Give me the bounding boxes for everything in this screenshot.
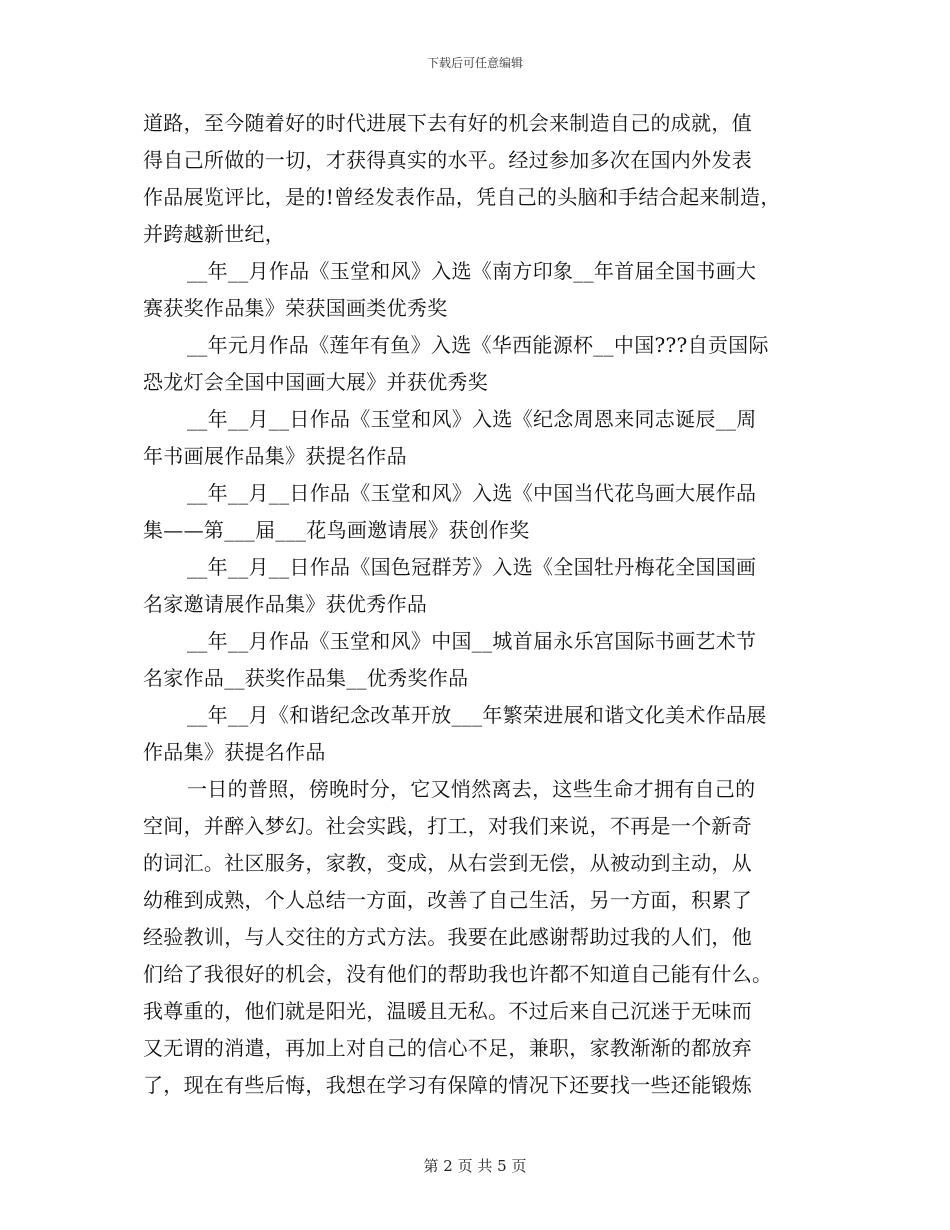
page-header: 下载后可任意编辑 [426, 56, 523, 70]
text-line: 一日的普照，傍晚时分，它又悄然离去，这些生命才拥有自己的 [187, 777, 756, 801]
text-line: 年书画展作品集》获提名作品 [143, 444, 407, 468]
text-line: 们给了我很好的机会，没有他们的帮助我也许都不知道自己能有什么。 [143, 962, 773, 986]
text-line: 名家作品__获奖作品集__优秀奖作品 [143, 666, 469, 690]
text-line: 空间，并醉入梦幻。社会实践，打工，对我们来说，不再是一个新奇 [143, 814, 752, 838]
text-line: 并跨越新世纪， [143, 222, 286, 246]
text-line: 赛获奖作品集》荣获国画类优秀奖 [143, 296, 448, 320]
text-line: __年元月作品《莲年有鱼》入选《华西能源杯__中国???自贡国际 [187, 333, 769, 357]
text-line: 得自己所做的一切，才获得真实的水平。经过参加多次在国内外发表 [143, 148, 752, 172]
text-line: 的词汇。社区服务，家教，变成，从右尝到无偿，从被动到主动，从 [143, 851, 752, 875]
text-line: 道路，至今随着好的时代进展下去有好的机会来制造自己的成就，值 [143, 111, 752, 135]
text-line: 作品展览评比，是的!曾经发表作品，凭自己的头脑和手结合起来制造， [143, 185, 781, 209]
text-line: 名家邀请展作品集》获优秀作品 [143, 592, 428, 616]
text-line: 作品集》获提名作品 [143, 740, 326, 764]
document-body [143, 105, 823, 1104]
text-line: 经验教训，与人交往的方式方法。我要在此感谢帮助过我的人们，他 [143, 925, 752, 949]
text-line: __年__月__日作品《国色冠群芳》入选《全国牡丹梅花全国国画 [187, 555, 757, 579]
text-line: 我尊重的，他们就是阳光，温暖且无私。不过后来自己沉迷于无味而 [143, 999, 752, 1023]
text-line: 了，现在有些后悔，我想在学习有保障的情况下还要找一些还能锻炼 [143, 1073, 752, 1097]
text-line: __年__月__日作品《玉堂和风》入选《中国当代花鸟画大展作品 [187, 481, 757, 505]
text-line: __年__月作品《玉堂和风》中国__城首届永乐宫国际书画艺术节 [187, 629, 757, 653]
text-line: __年__月《和谐纪念改革开放___年繁荣进展和谐文化美术作品展 [187, 703, 767, 727]
page-footer: 第 2 页 共 5 页 [423, 1157, 527, 1175]
text-line: __年__月作品《玉堂和风》入选《南方印象__年首届全国书画大 [187, 259, 757, 283]
text-line: 又无谓的消遣，再加上对自己的信心不足，兼职，家教渐渐的都放弃 [143, 1036, 752, 1060]
text-line: 集——第___届___花鸟画邀请展》获创作奖 [143, 518, 530, 542]
text-line: 幼稚到成熟，个人总结一方面，改善了自己生活，另一方面，积累了 [143, 888, 752, 912]
text-line: __年__月__日作品《玉堂和风》入选《纪念周恩来同志诞辰__周 [187, 407, 757, 431]
text-line: 恐龙灯会全国中国画大展》并获优秀奖 [143, 370, 489, 394]
